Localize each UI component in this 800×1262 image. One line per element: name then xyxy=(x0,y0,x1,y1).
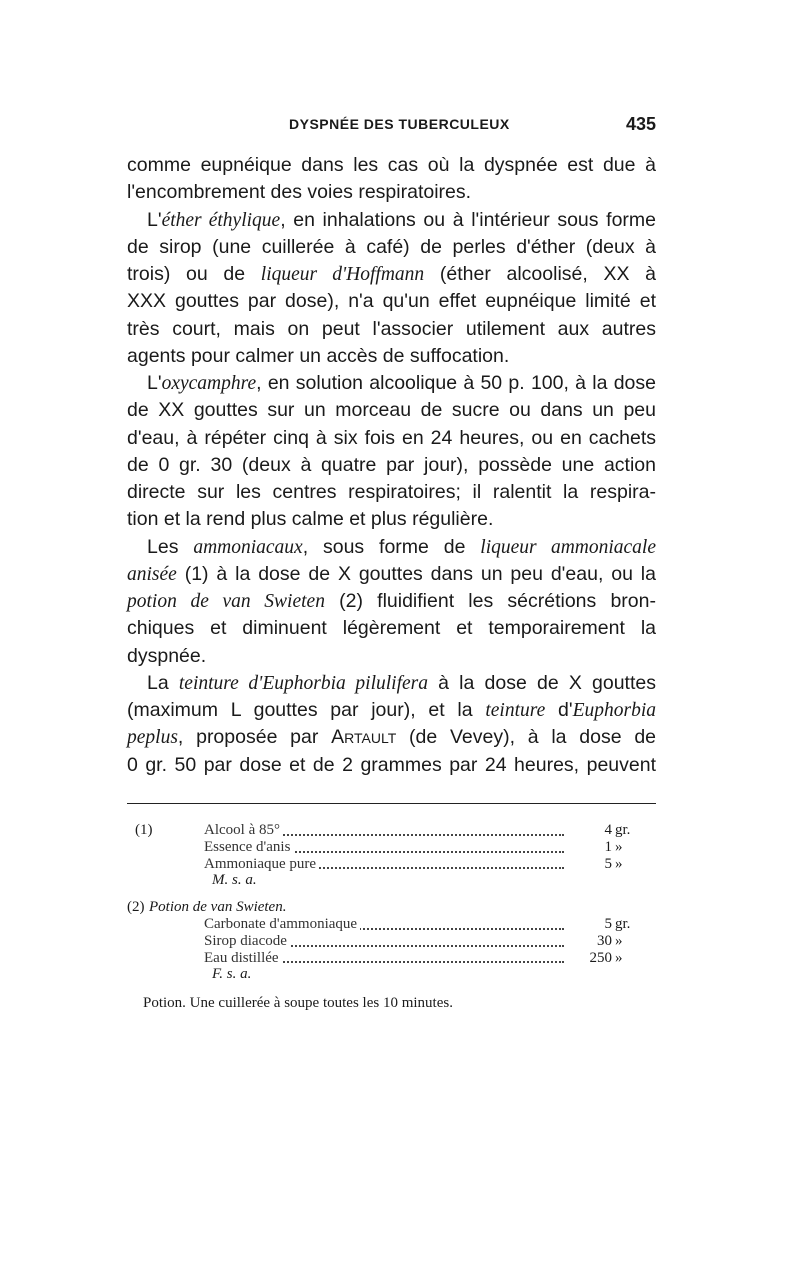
ingredient-qty: 30 xyxy=(597,932,612,949)
footnote-1-closing: M. s. a. xyxy=(212,872,257,889)
ingredient-qty: 4 xyxy=(604,822,612,838)
ingredient-unit: » xyxy=(615,855,623,872)
text-line-8: agents pour calmer un accès de suffocation. xyxy=(127,344,510,367)
text-line-4: de sirop (une cuillerée à café) de perles d'éther (deux à xyxy=(127,235,656,258)
ingredient-name: Sirop diacode xyxy=(204,933,290,949)
text-line-10: de XX gouttes sur un morceau de sucre ou dans un peu xyxy=(127,399,656,422)
text-line-12: de 0 gr. 30 (deux à quatre par jour), possède une action xyxy=(127,453,656,476)
footnotes xyxy=(127,822,656,1012)
text-line-6: XXX gouttes par dose), n'a qu'un effet eupnéique limité et xyxy=(127,290,656,313)
ingredient-unit: » xyxy=(615,838,623,855)
ingredient-unit: » xyxy=(615,949,623,966)
chapter-title: DYSPNÉE DES TUBERCULEUX xyxy=(289,116,510,132)
footnote-2-number: (2) xyxy=(127,899,145,916)
text-line-15: Les ammoniacaux, sous forme de liqueur ammoniacale xyxy=(147,535,657,558)
running-header xyxy=(127,116,656,140)
footnote-1-row-3 xyxy=(127,856,656,873)
text-line-19: dyspnée. xyxy=(127,644,207,667)
footnote-separator xyxy=(127,803,656,804)
ingredient-qty: 5 xyxy=(604,855,612,872)
ingredient-unit: » xyxy=(615,932,623,949)
text-line-1: comme eupnéique dans les cas où la dyspnée est due à xyxy=(127,154,656,176)
footnote-2-closing: F. s. a. xyxy=(212,966,252,983)
ingredient-qty: 1 xyxy=(604,838,612,855)
dosage-text: Potion. Une cuillerée à soupe toutes les 10 minutes. xyxy=(143,995,453,1012)
text-line-18: chiques et diminuent légèrement et temporairement la xyxy=(127,617,656,640)
text-line-16: anisée (1) à la dose de X gouttes dans un peu d'eau, ou la xyxy=(127,562,656,585)
ingredient-name: Eau distillée xyxy=(204,950,282,966)
ingredient-name: Alcool à 85° xyxy=(204,822,283,838)
text-line-2: l'encombrement des voies respiratoires. xyxy=(127,181,472,204)
footnote-1-row-2 xyxy=(127,839,656,856)
text-line-9: L'oxycamphre, en solution alcoolique à 50 p. 100, à la dose xyxy=(147,372,656,394)
ingredient-name: Ammoniaque pure xyxy=(204,856,319,872)
ingredient-name: Essence d'anis xyxy=(204,839,293,855)
ingredient-qty: 250 xyxy=(589,949,612,966)
text-line-13: directe sur les centres respiratoires; il ralentit la respira- xyxy=(127,481,656,503)
dosage-line xyxy=(127,995,656,1012)
text-line-11: d'eau, à répéter cinq à six fois en 24 heures, ou en cachets xyxy=(127,426,656,449)
text-line-22: peplus, proposée par Artault (de Vevey), à la dose de xyxy=(127,726,657,749)
text-line-14: tion et la rend plus calme et plus régulière. xyxy=(127,508,494,531)
text-line-21: (maximum L gouttes par jour), et la teinture d'Euphorbia xyxy=(127,699,656,721)
ingredient-qty: 5 xyxy=(604,915,612,932)
text-line-23: 0 gr. 50 par dose et de 2 grammes par 24 heures, peuvent xyxy=(127,753,656,776)
ingredient-unit: gr. xyxy=(615,915,631,932)
ingredient-name: Carbonate d'ammoniaque xyxy=(204,916,360,932)
text-line-5: trois) ou de liqueur d'Hoffmann (éther alcoolisé, XX à xyxy=(127,263,657,285)
footnote-2-row-2 xyxy=(127,933,656,950)
text-line-17: potion de van Swieten (2) fluidifient les sécrétions bron- xyxy=(127,590,656,612)
footnote-2-title: (2) Potion de van Swieten. xyxy=(127,899,287,916)
footnote-2-row-1 xyxy=(127,916,656,933)
footnote-1-number: (1) xyxy=(135,822,153,838)
footnote-2-row-3 xyxy=(127,950,656,967)
footnote-1-row-1 xyxy=(127,822,656,839)
text-line-7: très court, mais on peut l'associer utilement aux autres xyxy=(127,317,656,340)
page-number: 435 xyxy=(625,114,656,134)
main-text xyxy=(127,152,656,779)
text-line-20: La teinture d'Euphorbia pilulifera à la dose de X gouttes xyxy=(147,671,656,694)
text-line-3: L'éther éthylique, en inhalations ou à l'intérieur sous forme xyxy=(147,208,656,231)
ingredient-unit: gr. xyxy=(615,822,631,838)
